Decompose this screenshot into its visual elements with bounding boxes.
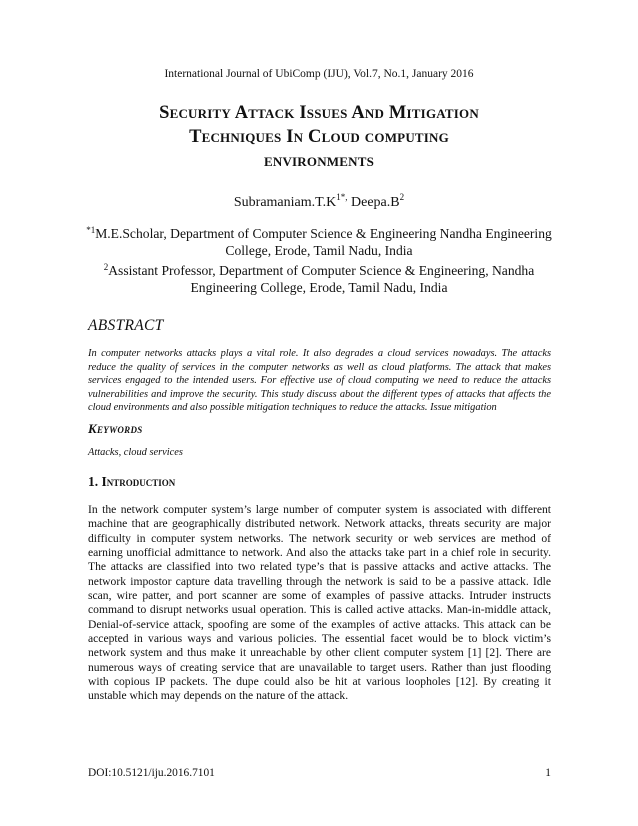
affiliation-1	[80, 222, 558, 259]
abstract-text: In computer networks attacks plays a vital role. It also degrades a cloud services nowadays. The attacks reduce the quality of services in the computer networks as well as cloud platforms. The attack that makes services engaged to the intended users. For effective use of cloud computing we need to reduce the attacks vulnerabilities and improve the security. This study discuss about the different types of attacks that affects the cloud environments and also possible mitigation techniques to reduce the attacks. Issue mitigation	[88, 348, 551, 413]
title-line-3: environments	[263, 151, 375, 171]
author-1-name: Subramaniam.T.K	[233, 195, 337, 210]
affiliations	[80, 222, 558, 296]
author-2-superscript: 2	[399, 192, 405, 202]
authors	[0, 192, 638, 211]
journal-header: International Journal of UbiComp (IJU), Vol.7, No.1, January 2016	[164, 68, 474, 80]
author-1-superscript: 1*,	[336, 192, 348, 202]
author-2-name: Deepa.B	[347, 195, 400, 210]
paper-title	[60, 101, 578, 173]
footer-doi: DOI:10.5121/iju.2016.7101	[88, 767, 215, 779]
affiliation-1-superscript: *1	[86, 225, 96, 235]
affiliation-2	[80, 259, 558, 296]
abstract-heading: ABSTRACT	[88, 317, 164, 334]
introduction-heading: 1. Introduction	[88, 474, 176, 489]
page-number: 1	[545, 767, 551, 779]
keywords-heading: Keywords	[88, 421, 143, 436]
introduction-text: In the network computer system’s large number of computer system is associated with different machine that are geographically distributed network. Network attacks, threats security are major difficulty in computer system networks. The network security or web services are method of earning unofficial admittance to network. And also the attacks take part in a chief role in security. The attacks are classified into two related type’s that is passive attacks and active attacks. The network impostor capture data travelling through the network is said to be a passive attack. Idle scan, wire patter, and port scanner are some of examples of passive attacks. Intruder instructs command to disrupt networks usual operation. This is called active attacks. Man-in-middle attack, Denial-of-service attack, spoofing are some of the examples of active attacks. This attack can be accepted in various ways and various policies. The essential facet would be to block victim’s network system and thus make it unreachable by other client computer system [1] [2]. There are numerous ways of creating service that are unavailable to target users. Rather than just flooding with copious IP packets. The dupe could also be hit at various loopholes [12]. By creating it unstable which may depends on the nature of the attack.	[88, 503, 551, 703]
keywords-text: Attacks, cloud services	[88, 447, 183, 458]
title-line-1: Security Attack Issues And Mitigation	[159, 103, 479, 123]
affiliation-1-text: M.E.Scholar, Department of Computer Science & Engineering Nandha Engineering College, Erode, Tamil Nadu, India	[95, 226, 552, 258]
affiliation-2-superscript: 2	[103, 262, 109, 273]
title-line-2: Techniques In Cloud computing	[189, 127, 449, 147]
affiliation-2-text: Assistant Professor, Department of Computer Science & Engineering, Nandha Engineering College, Erode, Tamil Nadu, India	[108, 263, 535, 295]
